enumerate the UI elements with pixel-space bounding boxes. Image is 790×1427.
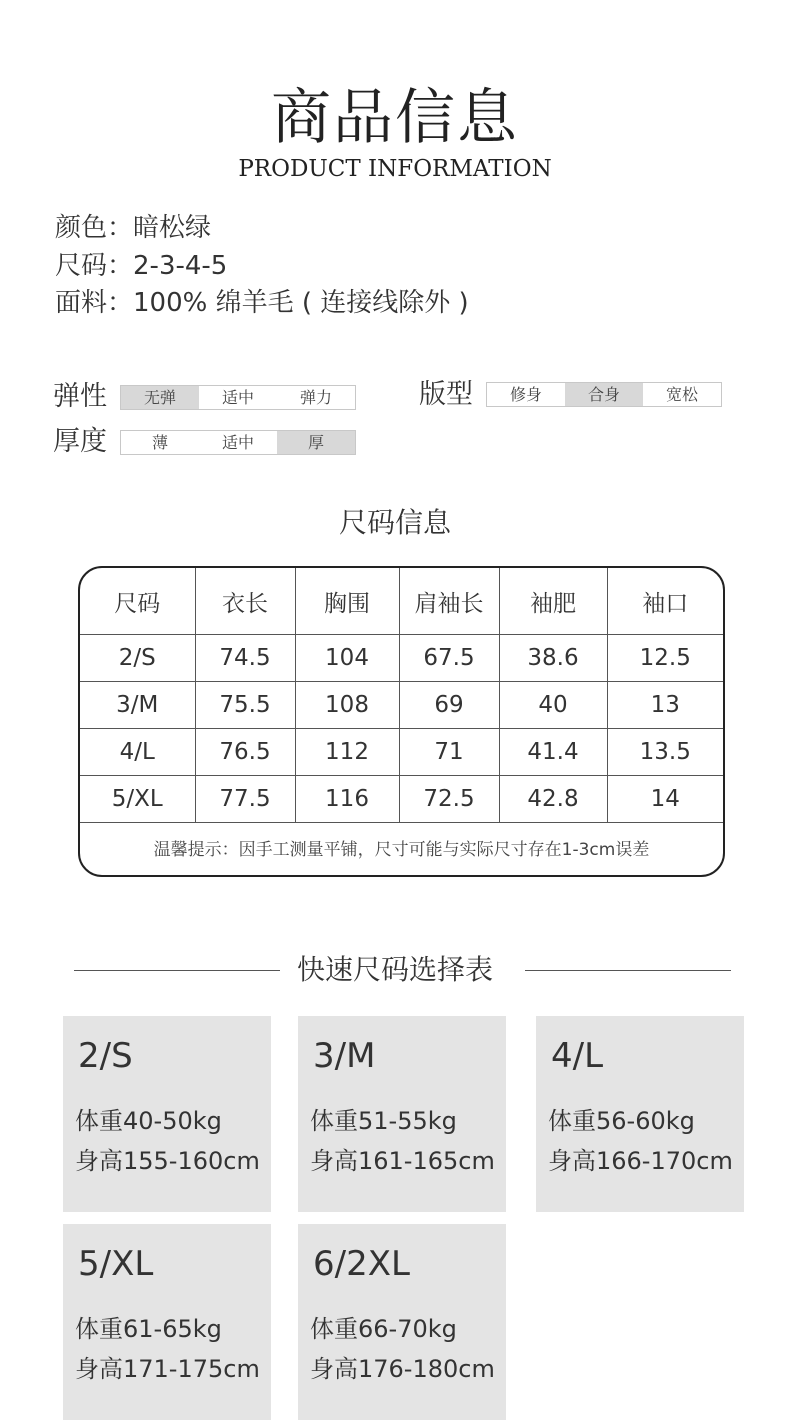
table-cell: 38.6 — [499, 635, 607, 682]
quick-select-title: 快速尺码选择表 — [296, 953, 493, 986]
size-table — [78, 566, 725, 877]
table-row — [80, 776, 723, 823]
table-cell: 76.5 — [195, 729, 295, 776]
card-weight: 体重66-70kg — [310, 1315, 457, 1343]
fit-scale — [486, 382, 722, 407]
table-cell: 108 — [295, 682, 399, 729]
size-card — [63, 1224, 271, 1420]
fit-option: 宽松 — [665, 385, 698, 404]
table-cell: 104 — [295, 635, 399, 682]
header-cell: 袖肥 — [499, 568, 607, 635]
elasticity-scale — [120, 385, 356, 410]
thickness-option: 厚 — [277, 431, 355, 454]
elasticity-option: 无弹 — [121, 386, 199, 409]
table-cell: 41.4 — [499, 729, 607, 776]
table-cell: 42.8 — [499, 776, 607, 823]
thickness-option: 薄 — [151, 433, 168, 452]
size-info-title: 尺码信息 — [338, 506, 451, 539]
card-weight: 体重61-65kg — [75, 1315, 222, 1343]
table-cell: 3/M — [80, 682, 195, 729]
size-info — [55, 249, 227, 283]
table-cell: 5/XL — [80, 776, 195, 823]
table-cell: 69 — [399, 682, 499, 729]
thickness-label: 厚度 — [53, 426, 107, 457]
header-cell: 袖口 — [607, 568, 723, 635]
material-value: 100% 绵羊毛 ( 连接线除外 ) — [133, 288, 469, 318]
header-cell: 尺码 — [80, 568, 195, 635]
card-weight: 体重56-60kg — [548, 1107, 695, 1135]
card-height: 身高161-165cm — [310, 1147, 495, 1175]
header-cell: 衣长 — [195, 568, 295, 635]
card-height: 身高166-170cm — [548, 1147, 733, 1175]
measurement-note: 温馨提示：因手工测量平铺，尺寸可能与实际尺寸存在1-3cm误差 — [153, 840, 650, 860]
fit-option: 合身 — [565, 383, 643, 406]
card-size: 6/2XL — [313, 1244, 410, 1284]
size-card — [536, 1016, 744, 1212]
card-weight: 体重51-55kg — [310, 1107, 457, 1135]
card-size: 5/XL — [78, 1244, 154, 1284]
header-cell: 胸围 — [295, 568, 399, 635]
table-cell: 14 — [607, 776, 723, 823]
fit-label: 版型 — [419, 379, 473, 410]
card-height: 身高176-180cm — [310, 1355, 495, 1383]
color-info — [55, 211, 211, 245]
table-cell: 4/L — [80, 729, 195, 776]
elasticity-label: 弹性 — [53, 381, 107, 412]
header-cell: 肩袖长 — [399, 568, 499, 635]
card-height: 身高155-160cm — [75, 1147, 260, 1175]
table-cell: 2/S — [80, 635, 195, 682]
elasticity-option: 弹力 — [299, 388, 332, 407]
table-cell: 112 — [295, 729, 399, 776]
table-cell: 13 — [607, 682, 723, 729]
card-size: 4/L — [551, 1036, 604, 1076]
color-label: 颜色： — [55, 213, 134, 243]
table-cell: 67.5 — [399, 635, 499, 682]
page-subtitle: PRODUCT INFORMATION — [238, 156, 552, 182]
table-cell: 72.5 — [399, 776, 499, 823]
table-cell: 13.5 — [607, 729, 723, 776]
table-row — [80, 635, 723, 682]
thickness-scale — [120, 430, 356, 455]
table-cell: 116 — [295, 776, 399, 823]
fit-option: 修身 — [509, 385, 542, 404]
table-cell: 40 — [499, 682, 607, 729]
elasticity-option: 适中 — [221, 388, 254, 407]
table-cell: 12.5 — [607, 635, 723, 682]
table-header-row — [80, 568, 723, 635]
table-cell: 75.5 — [195, 682, 295, 729]
thickness-option: 适中 — [221, 433, 254, 452]
material-label: 面料： — [55, 288, 134, 318]
size-card — [63, 1016, 271, 1212]
page-title: 商品信息 — [271, 83, 519, 153]
size-value: 2-3-4-5 — [133, 251, 228, 281]
table-row — [80, 682, 723, 729]
card-height: 身高171-175cm — [75, 1355, 260, 1383]
size-card — [298, 1016, 506, 1212]
table-cell: 77.5 — [195, 776, 295, 823]
divider-right — [525, 970, 731, 971]
material-info — [55, 286, 469, 320]
table-cell: 71 — [399, 729, 499, 776]
color-value: 暗松绿 — [133, 213, 212, 243]
card-size: 2/S — [78, 1036, 133, 1076]
size-card — [298, 1224, 506, 1420]
size-label: 尺码： — [55, 251, 134, 281]
table-row — [80, 729, 723, 776]
table-cell: 74.5 — [195, 635, 295, 682]
card-size: 3/M — [313, 1036, 376, 1076]
card-weight: 体重40-50kg — [75, 1107, 222, 1135]
